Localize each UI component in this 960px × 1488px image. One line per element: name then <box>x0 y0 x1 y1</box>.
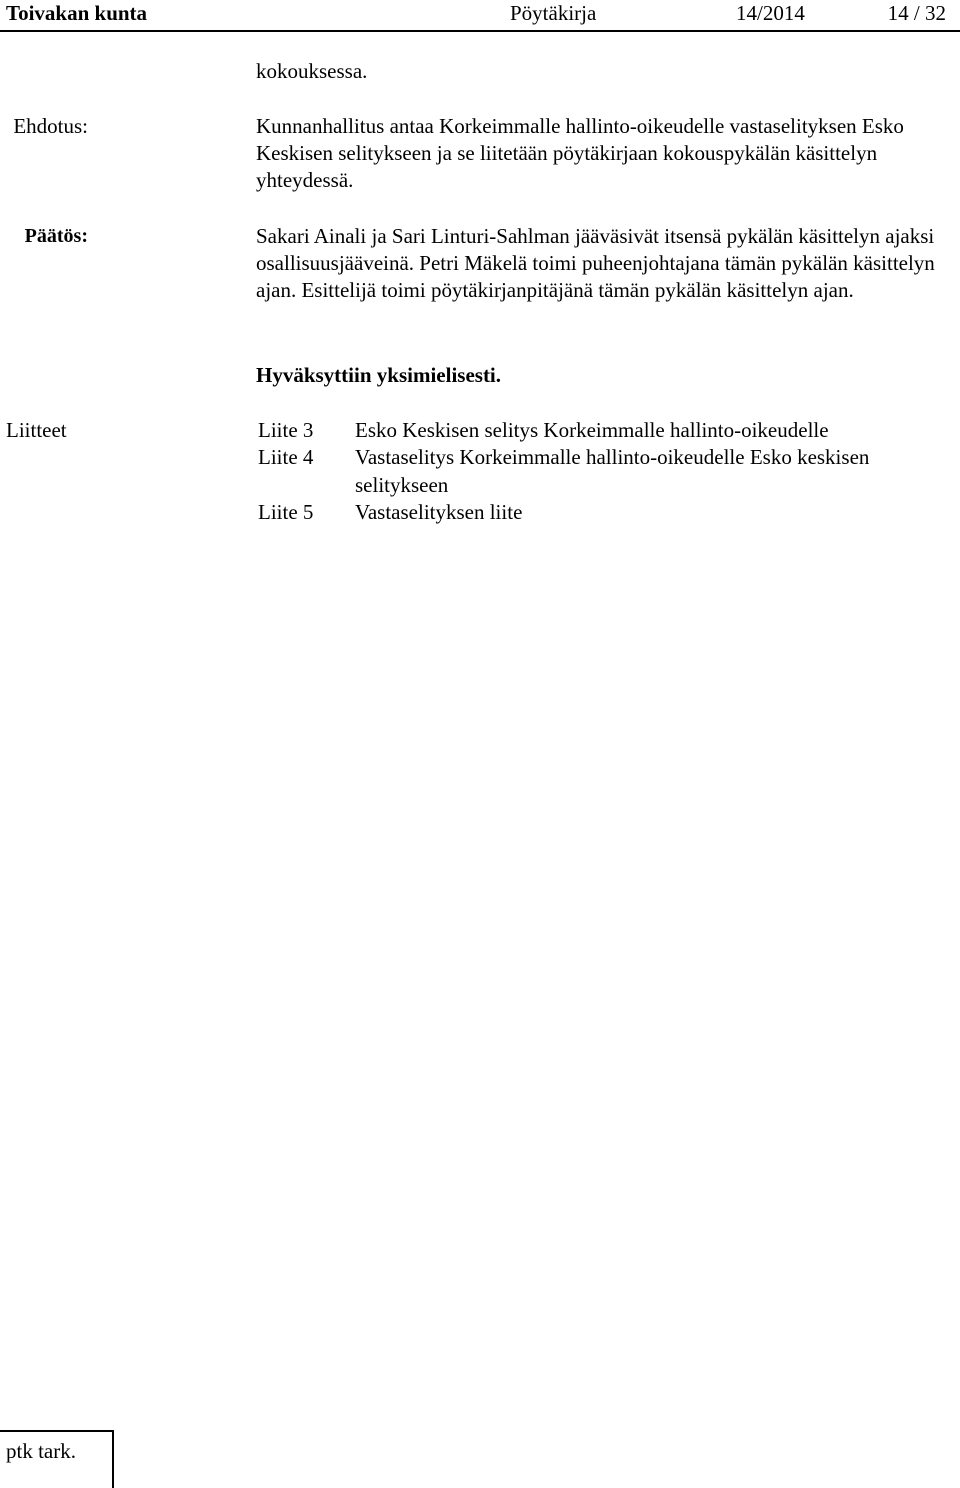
page-number: 14 / 32 <box>887 1 946 25</box>
attachment-id: Liite 4 <box>258 445 314 469</box>
attachments-label: Liitteet <box>6 418 67 442</box>
continuation-text: kokouksessa. <box>256 59 368 83</box>
proposal-text: Kunnanhallitus antaa Korkeimmalle hallinto-oikeudelle vastaselityksen Esko Keskisen selitykseen ja se liitetään pöytäkirjaan kokouspykälän käsittelyn yhteydessä. <box>256 114 904 192</box>
initials-label: ptk tark. <box>6 1439 76 1463</box>
attachment-id: Liite 3 <box>258 418 314 442</box>
initials-box <box>0 1430 114 1488</box>
header-divider <box>0 30 960 32</box>
attachment-description: Vastaselityksen liite <box>355 500 523 524</box>
decision-result: Hyväksyttiin yksimielisesti. <box>256 363 502 387</box>
decision-label: Päätös: <box>24 225 88 247</box>
proposal-label: Ehdotus: <box>13 114 88 138</box>
decision-text: Sakari Ainali ja Sari Linturi-Sahlman jääväsivät itsensä pykälän käsittelyn ajaksi osallisuusjääveinä. Petri Mäkelä toimi puheenjohtajana tämän pykälän käsittelyn ajan. Esittelijä toimi pöytäkirjanpitäjänä tämän pykälän käsittelyn ajan. <box>256 224 935 302</box>
meeting-number: 14/2014 <box>736 1 805 25</box>
organization-name: Toivakan kunta <box>6 1 148 25</box>
attachment-description: Vastaselitys Korkeimmalle hallinto-oikeudelle Esko keskisen selitykseen <box>355 445 870 497</box>
document-type: Pöytäkirja <box>510 1 597 25</box>
attachment-description: Esko Keskisen selitys Korkeimmalle hallinto-oikeudelle <box>355 418 829 442</box>
attachment-id: Liite 5 <box>258 500 314 524</box>
